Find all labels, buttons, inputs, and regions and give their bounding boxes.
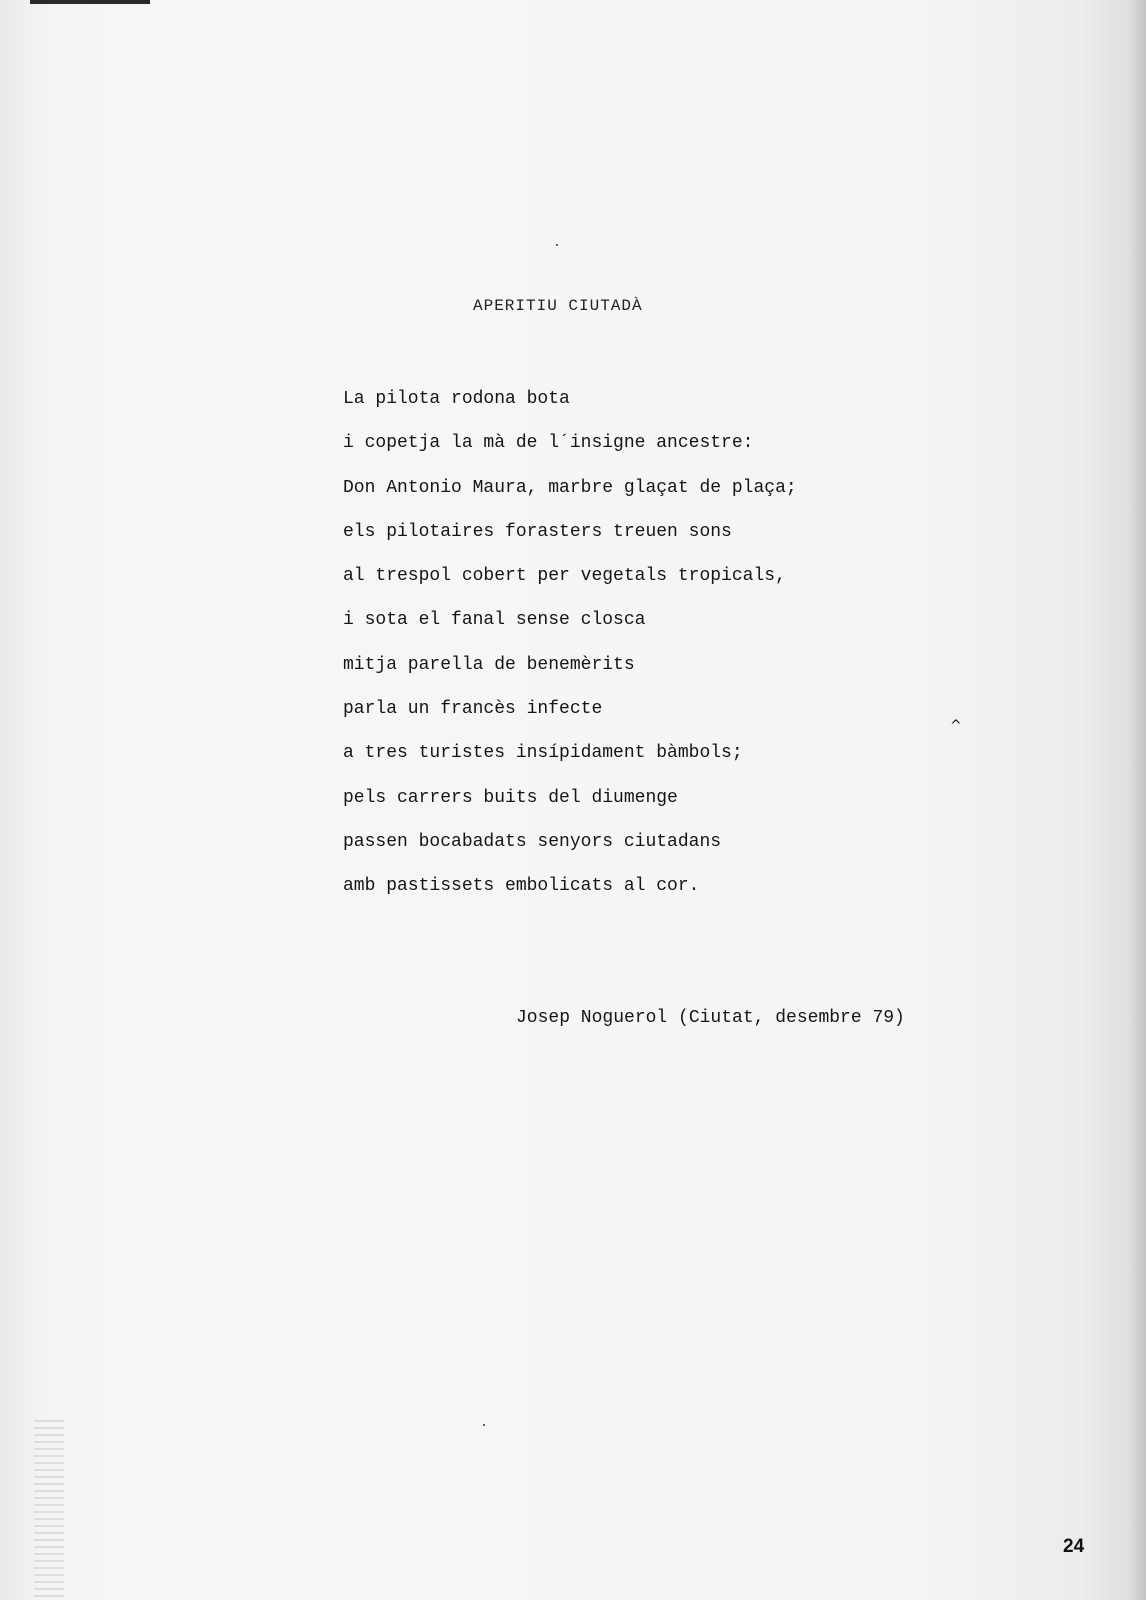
scan-left-speckle — [34, 1420, 64, 1600]
poem-signature: Josep Noguerol (Ciutat, desembre 79) — [516, 1008, 905, 1028]
scan-speck — [483, 1424, 485, 1426]
poem-line: els pilotaires forasters treuen sons — [343, 521, 732, 542]
poem-line: La pilota rodona bota — [343, 389, 570, 409]
poem-line: mitja parella de benemèrits — [343, 654, 635, 675]
scan-right-shadow — [1128, 0, 1146, 1600]
poem-line: i copetja la mà de l´insigne ancestre: — [343, 433, 754, 454]
poem-line: pels carrers buits del diumenge — [343, 787, 678, 808]
poem-line: amb pastissets embolicats al cor. — [343, 876, 700, 897]
poem-line: a tres turistes insípidament bàmbols; — [343, 743, 743, 764]
caret-mark: ^ — [950, 718, 962, 734]
poem-title: APERITIU CIUTADÀ — [473, 297, 643, 315]
poem-line: parla un francès infecte — [343, 699, 603, 720]
poem-line: Don Antonio Maura, marbre glaçat de plaça; — [343, 477, 797, 498]
page-number: 24 — [1063, 1536, 1085, 1557]
poem-line: i sota el fanal sense closca — [343, 610, 646, 631]
poem-line: al trespol cobert per vegetals tropicals, — [343, 566, 786, 587]
poem-line: passen bocabadats senyors ciutadans — [343, 831, 722, 852]
scan-speck — [556, 244, 558, 246]
scan-top-edge — [30, 0, 150, 4]
poem-body — [343, 388, 797, 920]
